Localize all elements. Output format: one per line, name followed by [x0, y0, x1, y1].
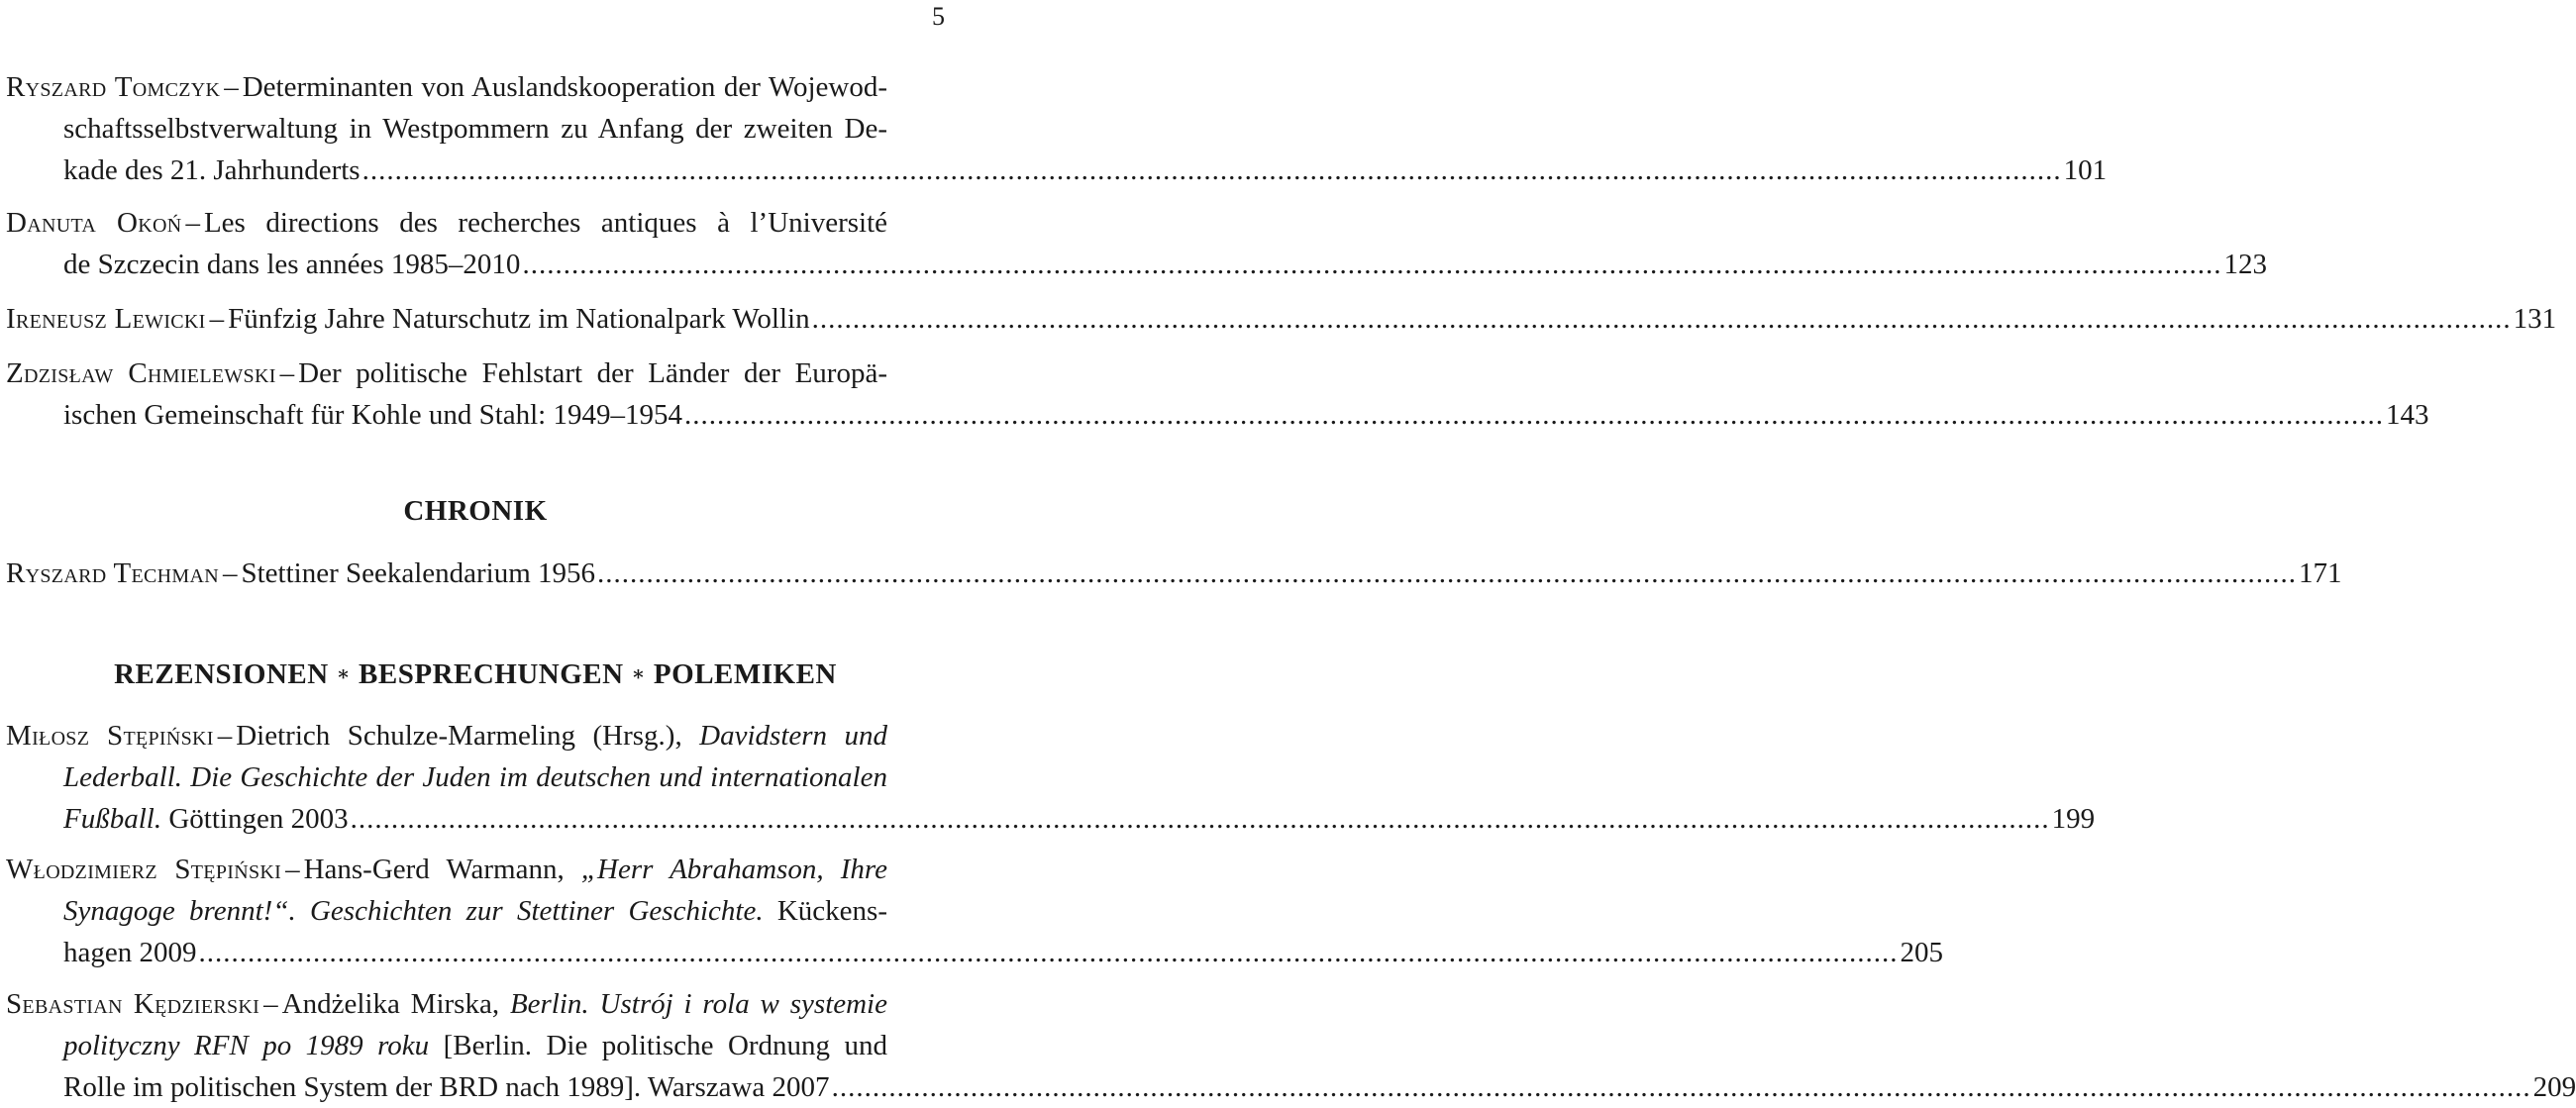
toc-entry-tomczyk: Ryszard Tomczyk – Determinanten von Auslandskooperation der Wojewod- schaftsselbstverwaltung in Westpommern zu Anfang der zweiten De- kade des 21. Jahrhunderts ................................................................................................................................................................................................................ 101	[6, 66, 945, 191]
entry-author: Danuta Okoń	[6, 207, 182, 239]
entry-title-line: Les directions des recherches antiques à l’Université	[203, 207, 887, 239]
dot-leader: ................................................................................................................................................................................................................	[684, 399, 2384, 431]
entry-title-line: Rolle im politischen System der BRD nach 1989]. Warszawa 2007	[63, 1071, 830, 1103]
entry-title-line: schaftsselbstverwaltung in Westpommern zu Anfang der zweiten De-	[63, 113, 887, 145]
toc-entry-lewicki: Ireneusz Lewicki – Fünfzig Jahre Naturschutz im Nationalpark Wollin ................................................................................................................................................................................................................ 131	[6, 298, 945, 340]
entry-author: Ryszard Techman	[6, 557, 219, 589]
entry-title-line: Der politische Fehlstart der Länder der Europä-	[298, 357, 887, 389]
entry-author: Miłosz Stępiński	[6, 720, 214, 752]
entry-title-line: Lederball. Die Geschichte der Juden im deutschen und internationalen	[63, 761, 887, 793]
dot-leader: ................................................................................................................................................................................................................	[597, 557, 2298, 589]
entry-title-line: Determinanten von Auslandskooperation der Wojewod-	[242, 71, 887, 103]
entry-page-number: 131	[2513, 303, 2557, 335]
entry-author: Ireneusz Lewicki	[6, 303, 206, 335]
entry-title-line: Fünfzig Jahre Naturschutz im Nationalpark Wollin	[228, 303, 810, 335]
entry-page-number: 205	[1900, 937, 1943, 968]
entry-page-number: 171	[2299, 557, 2342, 589]
entry-author: Zdzisław Chmielewski	[6, 357, 276, 389]
entry-title-line: kade des 21. Jahrhunderts	[63, 154, 361, 186]
entry-author: Sebastian Kędzierski	[6, 988, 260, 1020]
dot-leader: ................................................................................................................................................................................................................	[361, 154, 2062, 186]
asterisk-separator: ∗	[336, 663, 352, 685]
entry-page-number: 143	[2386, 399, 2429, 431]
asterisk-separator: ∗	[631, 663, 646, 685]
dot-leader: ................................................................................................................................................................................................................	[198, 937, 1899, 968]
entry-page-number: 101	[2063, 154, 2108, 186]
entry-title-line: de Szczecin dans les années 1985–2010	[63, 249, 521, 280]
entry-page-number: 209	[2532, 1071, 2576, 1103]
toc-entry-techman: Ryszard Techman – Stettiner Seekalendarium 1956 ................................................................................................................................................................................................................ 171	[6, 553, 945, 594]
toc-entry-kedzierski: Sebastian Kędzierski – Andżelika Mirska, Berlin. Ustrój i rola w systemie polityczny RFN po 1989 roku [Berlin. Die politische Ordnung und Rolle im politischen System der BRD nach 1989]. Warszawa 2007 ................................................................................................................................................................................................................ 209	[6, 983, 945, 1108]
dot-leader: ................................................................................................................................................................................................................	[522, 249, 2222, 280]
section-heading-rezensionen: REZENSIONEN ∗ BESPRECHUNGEN ∗ POLEMIKEN	[114, 658, 837, 690]
dot-leader: ................................................................................................................................................................................................................	[831, 1071, 2531, 1103]
section-heading-chronik: CHRONIK	[403, 495, 548, 527]
entry-author: Włodzimierz Stępiński	[6, 854, 282, 885]
toc-entry-wlodzimierz-stepinski: Włodzimierz Stępiński – Hans-Gerd Warmann, „Herr Abrahamson, Ihre Synagoge brennt!“. Geschichten zur Stettiner Geschichte. Kückens- hagen 2009 ................................................................................................................................................................................................................ 205	[6, 849, 945, 973]
entry-page-number: 123	[2223, 249, 2267, 280]
entry-page-number: 199	[2051, 803, 2096, 835]
entry-title-line: ischen Gemeinschaft für Kohle und Stahl: 1949–1954	[63, 399, 682, 431]
entry-title-line: hagen 2009	[63, 937, 197, 968]
entry-author: Ryszard Tomczyk	[6, 71, 221, 103]
toc-entry-chmielewski: Zdzisław Chmielewski – Der politische Fehlstart der Länder der Europä- ischen Gemeinschaft für Kohle und Stahl: 1949–1954 ................................................................................................................................................................................................................ 143	[6, 353, 945, 436]
page-number: 5	[932, 2, 945, 31]
dot-leader: ................................................................................................................................................................................................................	[811, 303, 2512, 335]
entry-title-line: Stettiner Seekalendarium 1956	[241, 557, 596, 589]
toc-entry-milosz-stepinski: Miłosz Stępiński – Dietrich Schulze-Marmeling (Hrsg.), Davidstern und Lederball. Die Geschichte der Juden im deutschen und internationalen Fußball. Göttingen 2003 ................................................................................................................................................................................................................ 199	[6, 715, 945, 840]
toc-entry-okon: Danuta Okoń – Les directions des recherches antiques à l’Université de Szczecin dans les années 1985–2010 ................................................................................................................................................................................................................ 123	[6, 202, 945, 285]
dot-leader: ................................................................................................................................................................................................................	[350, 803, 2050, 835]
